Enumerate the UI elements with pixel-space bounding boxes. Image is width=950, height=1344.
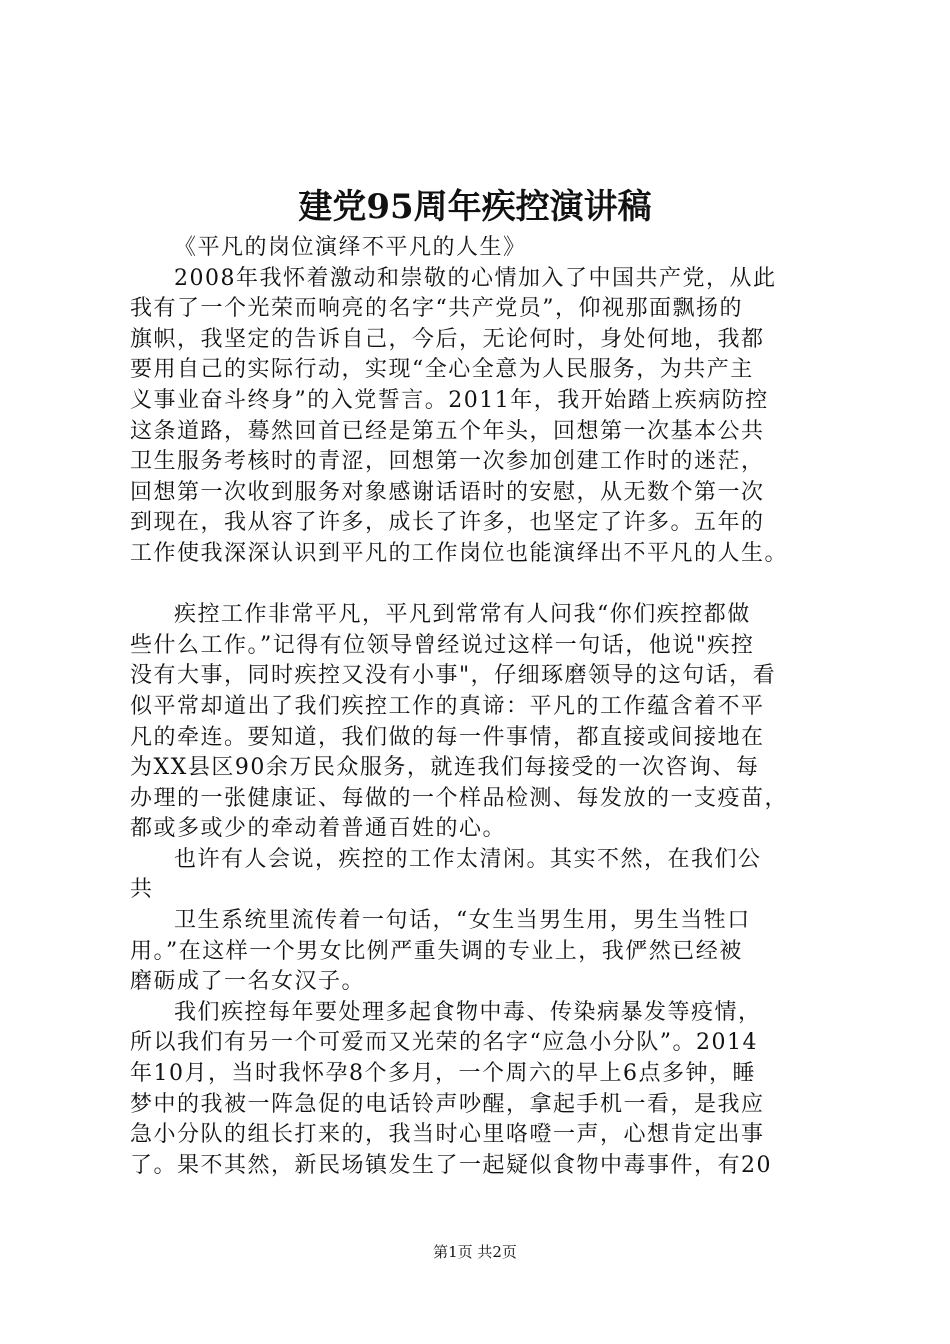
paragraph-line: 2008年我怀着激动和崇敬的心情加入了中国共产党，从此 [174, 265, 777, 291]
paragraph-line: 急小分队的组长打来的，我当时心里咯噔一声，心想肯定出事 [130, 1122, 765, 1148]
paragraph-line: 也许有人会说，疾控的工作太清闲。其实不然，在我们公 [174, 846, 762, 872]
paragraph-line: 为XX县区90余万民众服务，就连我们每接受的一次咨询、每 [130, 755, 760, 781]
paragraph-line: 用。”在这样一个男女比例严重失调的专业上，我俨然已经被 [130, 938, 743, 964]
paragraph-line: 旗帜，我坚定的告诉自己，今后，无论何时，身处何地，我都 [130, 326, 765, 352]
paragraph-line: 卫生系统里流传着一句话，“女生当男生用，男生当牲口 [174, 908, 751, 934]
paragraph-line: 些什么工作。”记得有位领导曾经说过这样一句话，他说"疾控 [130, 632, 755, 658]
paragraph-line: 我有了一个光荣而响亮的名字“共产党员”，仰视那面飘扬的 [130, 296, 743, 322]
paragraph-line: 工作使我深深认识到平凡的工作岗位也能演绎出不平凡的人生。 [130, 540, 789, 566]
paragraph-line: 似平常却道出了我们疾控工作的真谛：平凡的工作蕴含着不平 [130, 693, 765, 719]
paragraph-line: 办理的一张健康证、每做的一个样品检测、每发放的一支疫苗， [130, 785, 789, 811]
paragraph-line: 回想第一次收到服务对象感谢话语时的安慰，从无数个第一次 [130, 479, 765, 505]
paragraph-line: 都或多或少的牵动着普通百姓的心。 [130, 816, 507, 842]
document-subtitle: 《平凡的岗位演绎不平凡的人生》 [174, 235, 527, 260]
paragraph-line: 梦中的我被一阵急促的电话铃声吵醒，拿起手机一看，是我应 [130, 1091, 765, 1117]
paragraph-line: 凡的牵连。要知道，我们做的每一件事情，都直接或间接地在 [130, 724, 765, 750]
paragraph-line: 没有大事，同时疾控又没有小事"，仔细琢磨领导的这句话，看 [130, 663, 777, 689]
paragraph-line: 共 [130, 877, 154, 903]
paragraph-line: 磨砺成了一名女汉子。 [130, 969, 366, 995]
paragraph-line: 卫生服务考核时的青涩，回想第一次参加创建工作时的迷茫， [130, 449, 765, 475]
blank-line [130, 570, 835, 601]
page-footer: 第1页 共2页 [433, 1243, 517, 1261]
paragraph-line: 疾控工作非常平凡，平凡到常常有人问我“你们疾控都做 [174, 602, 751, 628]
document-body [130, 233, 835, 1181]
paragraph-line: 年10月，当时我怀孕8个多月，一个周六的早上6点多钟，睡 [130, 1061, 756, 1087]
paragraph-line: 这条道路，蓦然回首已经是第五个年头，回想第一次基本公共 [130, 418, 765, 444]
paragraph-line: 我们疾控每年要处理多起食物中毒、传染病暴发等疫情， [174, 999, 762, 1025]
paragraph-line: 了。果不其然，新民场镇发生了一起疑似食物中毒事件，有20 [130, 1152, 772, 1178]
paragraph-line: 要用自己的实际行动，实现“全心全意为人民服务，为共产主 [130, 357, 754, 383]
paragraph-line: 到现在，我从容了许多，成长了许多，也坚定了许多。五年的 [130, 510, 765, 536]
paragraph-line: 义事业奋斗终身”的入党誓言。2011年，我开始踏上疾病防控 [130, 387, 769, 413]
document-title: 建党95周年疾控演讲稿 [298, 187, 652, 227]
paragraph-line: 所以我们有另一个可爱而又光荣的名字“应急小分队”。2014 [130, 1030, 758, 1056]
